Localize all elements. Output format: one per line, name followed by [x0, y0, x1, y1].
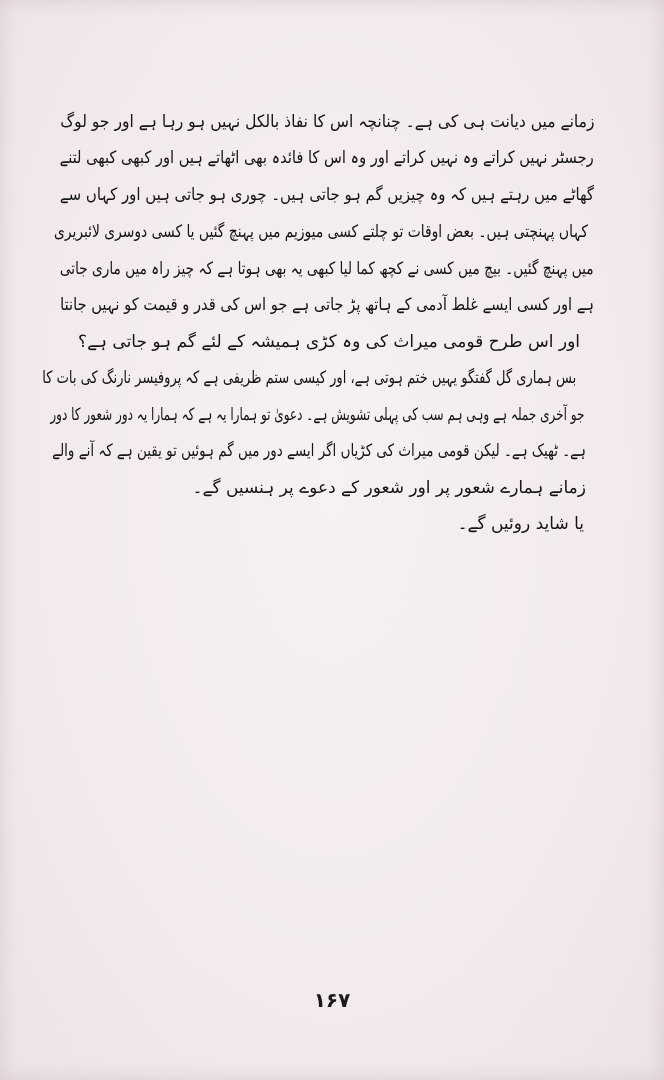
text-line: ہے اور کسی ایسے غلط آدمی کے ہاتھ پڑ جاتی ہے جو اس کی قدر و قیمت کو نہیں جانتا: [60, 295, 594, 315]
text-line: زمانے میں دیانت ہی کی ہے۔ چنانچہ اس کا نفاذ بالکل نہیں ہو رہا ہے اور جو لوگ: [59, 112, 594, 132]
text-line: گھاٹے میں رہتے ہیں کہ وہ چیزیں گم ہو جاتی ہیں۔ چوری ہو جاتی ہیں اور کہاں سے: [59, 185, 594, 205]
text-line: یا شاید روئیں گے۔: [457, 514, 584, 534]
text-line: رجسٹر نہیں کراتے وہ نہیں کراتے اور وہ اس کا فائدہ بھی اٹھاتے ہیں اور کبھی کبھی لتنے: [59, 148, 594, 168]
text-line: زمانے ہمارے شعور پر اور شعور کے دعوے پر ہنسیں گے۔: [192, 478, 586, 498]
text-line: ہے۔ ٹھیک ہے۔ لیکن قومی میراث کی کڑیاں اگر ایسے دور میں گم ہوئیں تو یقین ہے کہ آنے والے: [52, 441, 586, 461]
page-number: ۱۶۷: [313, 988, 351, 1012]
text-line: کہاں پہنچتی ہیں۔ بعض اوقات تو چلتے کسی میوزیم میں پہنچ گئیں یا کسی دوسری لائبریری: [54, 222, 588, 242]
text-line: میں پہنچ گئیں۔ بیچ میں کسی نے کچھ کما لیا کبھی یہ بھی ہوتا ہے کہ چیز راہ میں ماری جاتی: [60, 259, 594, 279]
text-line: اور اس طرح قومی میراث کی وہ کڑی ہمیشہ کے لئے گم ہو جاتی ہے؟: [78, 332, 580, 352]
text-line: بس ہماری گل گفتگو یہیں ختم ہوتی ہے، اور کیسی ستم ظریفی ہے کہ پروفیسر نارنگ کی بات کا: [41, 368, 576, 388]
text-line: جو آخری جملہ ہے وہی ہم سب کی پہلی تشویش ہے۔ دعویٰ تو ہمارا یہ ہے کہ ہمارا یہ دور شعور کا دور: [49, 405, 584, 425]
